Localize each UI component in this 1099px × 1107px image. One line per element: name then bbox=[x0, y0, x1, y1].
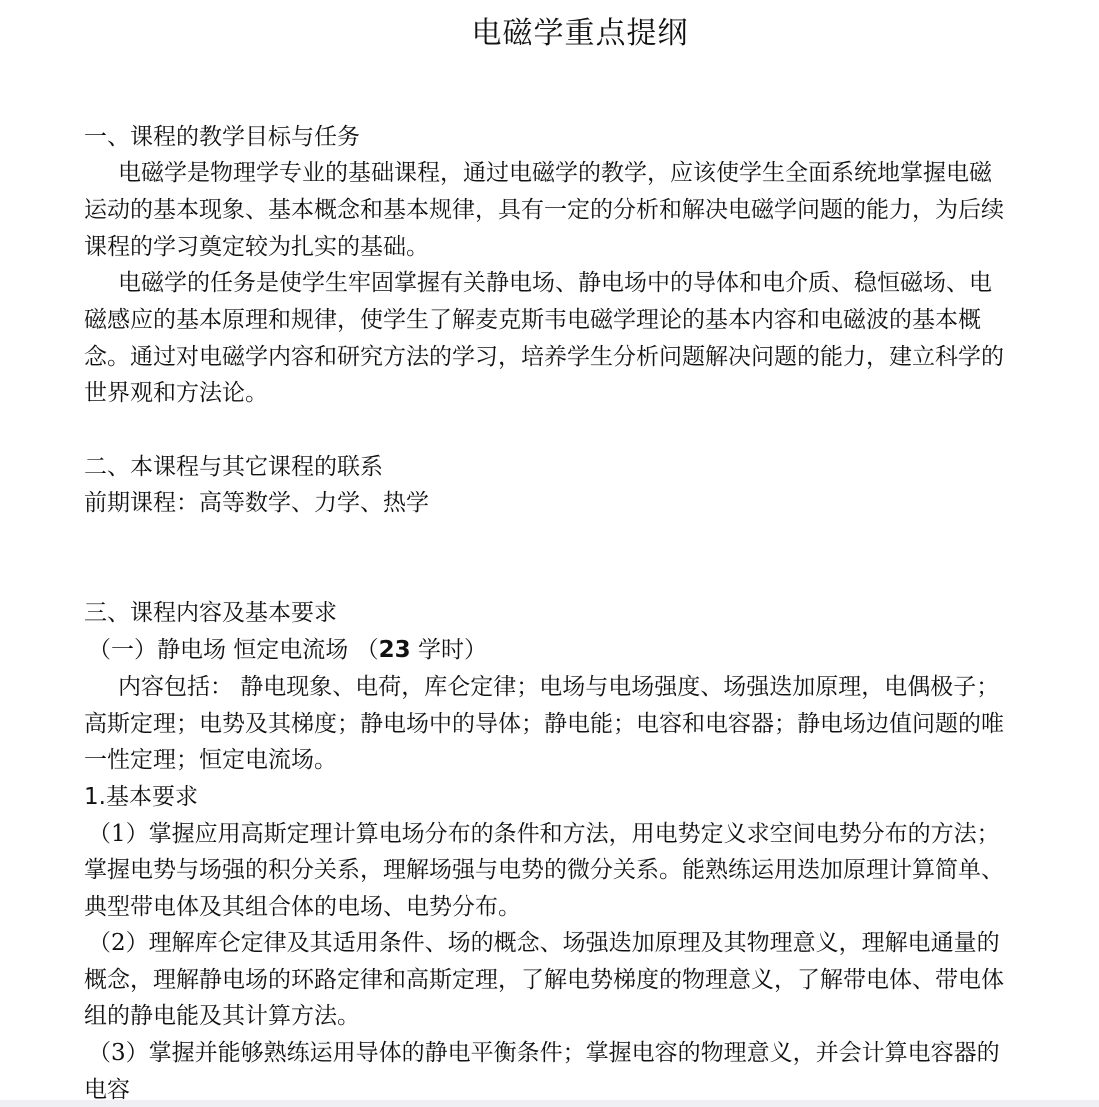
unit-heading bbox=[88, 635, 487, 665]
unit-heading-suffix: 学时） bbox=[410, 637, 487, 663]
requirement-line: 掌握电势与场强的积分关系，理解场强与电势的微分关系。能熟练运用迭加原理计算简单、 bbox=[84, 857, 1004, 883]
section-heading-goals: 一、课程的教学目标与任务 bbox=[84, 124, 360, 150]
requirements-label: 基本要求 bbox=[105, 784, 198, 810]
content-line: 一性定理；恒定电流场。 bbox=[84, 747, 337, 773]
paragraph-line: 运动的基本现象、基本概念和基本规律，具有一定的分析和解决电磁学问题的能力，为后续 bbox=[84, 197, 1004, 223]
paragraph-line: 念。通过对电磁学内容和研究方法的学习，培养学生分析问题解决问题的能力，建立科学的 bbox=[84, 344, 1004, 370]
unit-hours: 23 bbox=[378, 637, 411, 663]
requirement-line: （3）掌握并能够熟练运用导体的静电平衡条件；掌握电容的物理意义，并会计算电容器的 bbox=[88, 1040, 1000, 1066]
paragraph-line: 电磁学是物理学专业的基础课程，通过电磁学的教学，应该使学生全面系统地掌握电磁 bbox=[118, 160, 992, 186]
paragraph-line: 磁感应的基本原理和规律，使学生了解麦克斯韦电磁学理论的基本内容和电磁波的基本概 bbox=[84, 307, 981, 333]
section-heading-relations: 二、本课程与其它课程的联系 bbox=[84, 454, 383, 480]
content-line: 内容包括： 静电现象、电荷，库仑定律；电场与电场强度、场强迭加原理，电偶极子； bbox=[118, 674, 1000, 700]
paragraph-line: 世界观和方法论。 bbox=[84, 380, 268, 406]
requirements-heading bbox=[84, 782, 198, 812]
paragraph-line: 电磁学的任务是使学生牢固掌握有关静电场、静电场中的导体和电介质、稳恒磁场、电 bbox=[118, 270, 992, 296]
paragraph-line: 课程的学习奠定较为扎实的基础。 bbox=[84, 234, 429, 260]
unit-heading-prefix: （一）静电场 恒定电流场 （ bbox=[88, 637, 379, 663]
requirement-line: （2）理解库仑定律及其适用条件、场的概念、场强迭加原理及其物理意义，理解电通量的 bbox=[88, 930, 1000, 956]
requirements-number: 1. bbox=[84, 784, 106, 810]
requirement-line: 典型带电体及其组合体的电场、电势分布。 bbox=[84, 894, 521, 920]
requirement-line: 概念，理解静电场的环路定律和高斯定理，了解电势梯度的物理意义，了解带电体、带电体 bbox=[84, 967, 1004, 993]
section-heading-content: 三、课程内容及基本要求 bbox=[84, 600, 337, 626]
requirement-line: （1）掌握应用高斯定理计算电场分布的条件和方法，用电势定义求空间电势分布的方法； bbox=[88, 821, 1000, 847]
prerequisite-courses: 前期课程：高等数学、力学、热学 bbox=[84, 490, 429, 516]
page-bottom-edge bbox=[0, 1100, 1099, 1107]
document-title: 电磁学重点提纲 bbox=[471, 16, 689, 51]
requirement-line: 组的静电能及其计算方法。 bbox=[84, 1003, 360, 1029]
requirement-line: 电容 bbox=[84, 1077, 130, 1100]
content-line: 高斯定理；电势及其梯度；静电场中的导体；静电能；电容和电容器；静电场边值问题的唯 bbox=[84, 711, 1004, 737]
